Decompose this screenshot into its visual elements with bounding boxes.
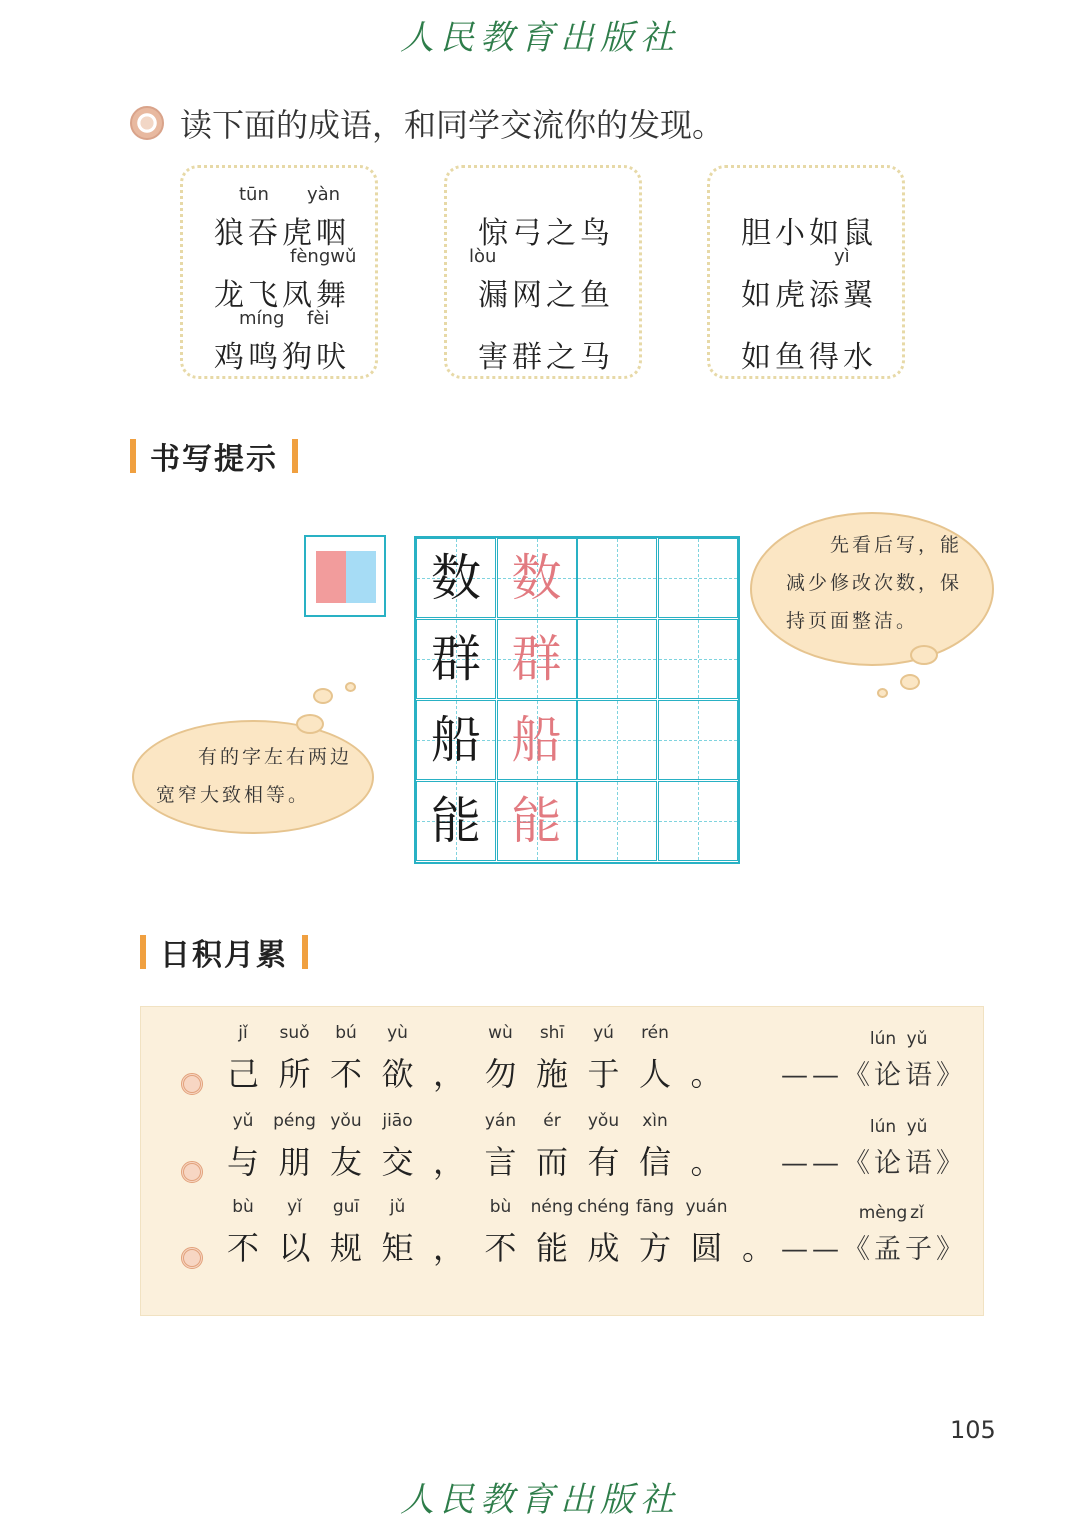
publisher-footer: 人民教育出版社 [400,1480,680,1520]
grid-cell [658,538,738,618]
quote-character: 交 [381,1143,414,1181]
quote-source-part: —— [781,1060,843,1091]
quote-source-part: 论 [874,1060,905,1091]
quote-pinyin: fāng [636,1197,674,1217]
writing-tips-header [130,434,298,478]
quote-source-part: 》 [936,1148,967,1179]
quote-pinyin: bù [232,1197,254,1217]
bubble-dot [296,714,324,734]
idiom-group-3 [707,165,905,379]
quote-pinyin: yǐ [287,1197,302,1217]
quote-source-part: —— [781,1148,843,1179]
quote-character: 规 [329,1229,362,1267]
quote-character: 以 [278,1229,311,1267]
quote-character: 能 [535,1229,568,1267]
idiom-text: 如鱼得水 [741,340,877,375]
quote-pinyin: xìn [642,1111,668,1131]
trace-character: 群 [511,630,562,688]
quote-character: 不 [226,1229,259,1267]
quote-character: 信 [638,1143,671,1181]
quote-pinyin: yuán [685,1197,728,1217]
idiom-text: 胆小如鼠 [741,216,877,251]
section-title-accumulation: 日积月累 [160,938,288,973]
model-character: 群 [431,630,481,688]
flower-bullet-icon [130,106,164,140]
quote-character: 友 [329,1143,362,1181]
bubble-dot [910,645,938,665]
bubble-dot [900,674,920,690]
idiom-pinyin: tūn [239,184,269,205]
publisher-header: 人民教育出版社 [400,18,680,58]
quote-source-part: 语 [905,1060,936,1091]
quote-source-pinyin: lún [869,1117,897,1137]
quote-character: 方 [638,1229,671,1267]
grid-cell [577,538,657,618]
quote-pinyin: wù [488,1023,513,1043]
quote-source-part: 《 [843,1060,874,1091]
quote-pinyin: yú [593,1023,614,1043]
quote-pinyin: ér [543,1111,561,1131]
accumulation-header [140,930,308,974]
quote-character: 己 [226,1055,259,1093]
trace-character: 船 [511,711,562,769]
quote-pinyin: suǒ [279,1023,310,1043]
quote-pinyin: jǐ [238,1023,248,1043]
quote-bullet-icon [181,1247,203,1269]
idiom-text: 漏网之鱼 [478,278,614,313]
quote-source-pinyin: lún [869,1029,897,1049]
quote-pinyin: bú [335,1023,357,1043]
trace-character: 能 [511,792,562,850]
idiom-text: 鸡鸣狗吠 [214,340,350,375]
quote-pinyin: yù [387,1023,408,1043]
section-title-writing-tips: 书写提示 [150,442,278,477]
idiom-text: 龙飞凤舞 [214,278,350,313]
idiom-text: 惊弓之鸟 [478,216,614,251]
quote-pinyin: yán [484,1111,517,1131]
quote-pinyin: shī [539,1023,565,1043]
quote-character: 于 [587,1055,620,1093]
idiom-pinyin: yàn [307,184,341,205]
bubble-dot [313,688,333,704]
tip-bubble-right-text: 先看后写，能 减少修改次数，保 持页面整洁。 [786,534,963,632]
idiom-pinyin: míng [239,308,285,329]
quote-pinyin: jǔ [389,1197,406,1217]
quote-character: 圆 [690,1229,723,1267]
quote-character: 人 [638,1055,671,1093]
grid-cell [658,781,738,861]
quote-source [781,1053,967,1092]
model-character: 船 [431,711,481,769]
idiom-text: 害群之马 [478,340,614,375]
quote-character: 而 [535,1143,568,1181]
quote-pinyin: yǒu [587,1111,620,1131]
quote-pinyin: péng [273,1111,316,1131]
quote-source-part: 《 [843,1234,874,1265]
quote-punctuation: 。 [690,1143,723,1181]
grid-cell [577,781,657,861]
quotes-panel [140,1006,984,1316]
quote-pinyin: bù [489,1197,512,1217]
quote-pinyin: rén [641,1023,669,1043]
quote-source-pinyin: yǔ [906,1029,928,1049]
quote-character: 勿 [484,1055,517,1093]
quote-source [781,1141,967,1180]
model-character: 能 [431,792,481,850]
quote-character: 所 [278,1055,311,1093]
quote-pinyin: jiāo [382,1111,413,1131]
idiom-pinyin: yì [834,246,850,267]
quote-source-part: 》 [936,1234,967,1265]
quote-source [781,1227,967,1266]
bubble-dot [345,682,356,692]
quote-character: 言 [484,1143,517,1181]
idiom-pinyin: lòu [469,246,497,267]
grid-cell [658,700,738,780]
quote-character: 不 [484,1229,517,1267]
instruction-text: 读下面的成语，和同学交流你的发现。 [180,106,725,144]
quote-source-part: 语 [905,1148,936,1179]
quote-punctuation: 。 [741,1229,774,1267]
quote-character: 不 [329,1055,362,1093]
title-bar-left [130,439,136,473]
model-character: 数 [431,549,481,607]
bubble-dot [877,688,888,698]
quote-character: 矩 [381,1229,414,1267]
idiom-text: 如虎添翼 [741,278,877,313]
quote-pinyin: néng [530,1197,574,1217]
quote-pinyin: yǔ [232,1111,254,1131]
quote-source-pinyin: mèng [858,1203,908,1223]
quote-pinyin: chéng [577,1197,630,1217]
quote-punctuation: ， [432,1229,465,1267]
quote-source-part: 《 [843,1148,874,1179]
quote-source-pinyin: zǐ [910,1203,924,1223]
tip-bubble-left-text: 有的字左右两边 宽窄大致相等。 [156,746,353,806]
title-bar-right [302,935,308,969]
quote-character: 有 [587,1143,620,1181]
instruction [130,100,724,146]
trace-character: 数 [511,549,562,607]
title-bar-left [140,935,146,969]
quote-bullet-icon [181,1073,203,1095]
quote-pinyin: yǒu [330,1111,362,1131]
left-right-structure-icon [304,535,386,617]
quote-source-part: 孟 [874,1234,905,1265]
grid-cell [577,619,657,699]
idiom-group-1 [180,165,378,379]
quote-source-part: 》 [936,1060,967,1091]
quote-character: 欲 [381,1055,414,1093]
quote-character: 成 [587,1229,620,1267]
idiom-pinyin: fèngwǔ [290,246,357,267]
quote-pinyin: guī [332,1197,360,1217]
quote-punctuation: ， [432,1143,465,1181]
idiom-pinyin: fèi [307,308,330,329]
quote-punctuation: 。 [690,1055,723,1093]
grid-cell [577,700,657,780]
quote-source-part: 子 [905,1234,936,1265]
idiom-text: 狼吞虎咽 [214,216,350,251]
quote-punctuation: ， [432,1055,465,1093]
quote-source-part: —— [781,1234,843,1265]
quote-bullet-icon [181,1161,203,1183]
page-number: 105 [950,1416,996,1444]
quote-source-pinyin: yǔ [906,1117,928,1137]
quote-character: 朋 [278,1143,311,1181]
writing-grid [414,536,740,864]
quote-character: 与 [226,1143,259,1181]
idiom-group-2 [444,165,642,379]
title-bar-right [292,439,298,473]
quote-source-part: 论 [874,1148,905,1179]
grid-cell [658,619,738,699]
quote-character: 施 [535,1055,568,1093]
